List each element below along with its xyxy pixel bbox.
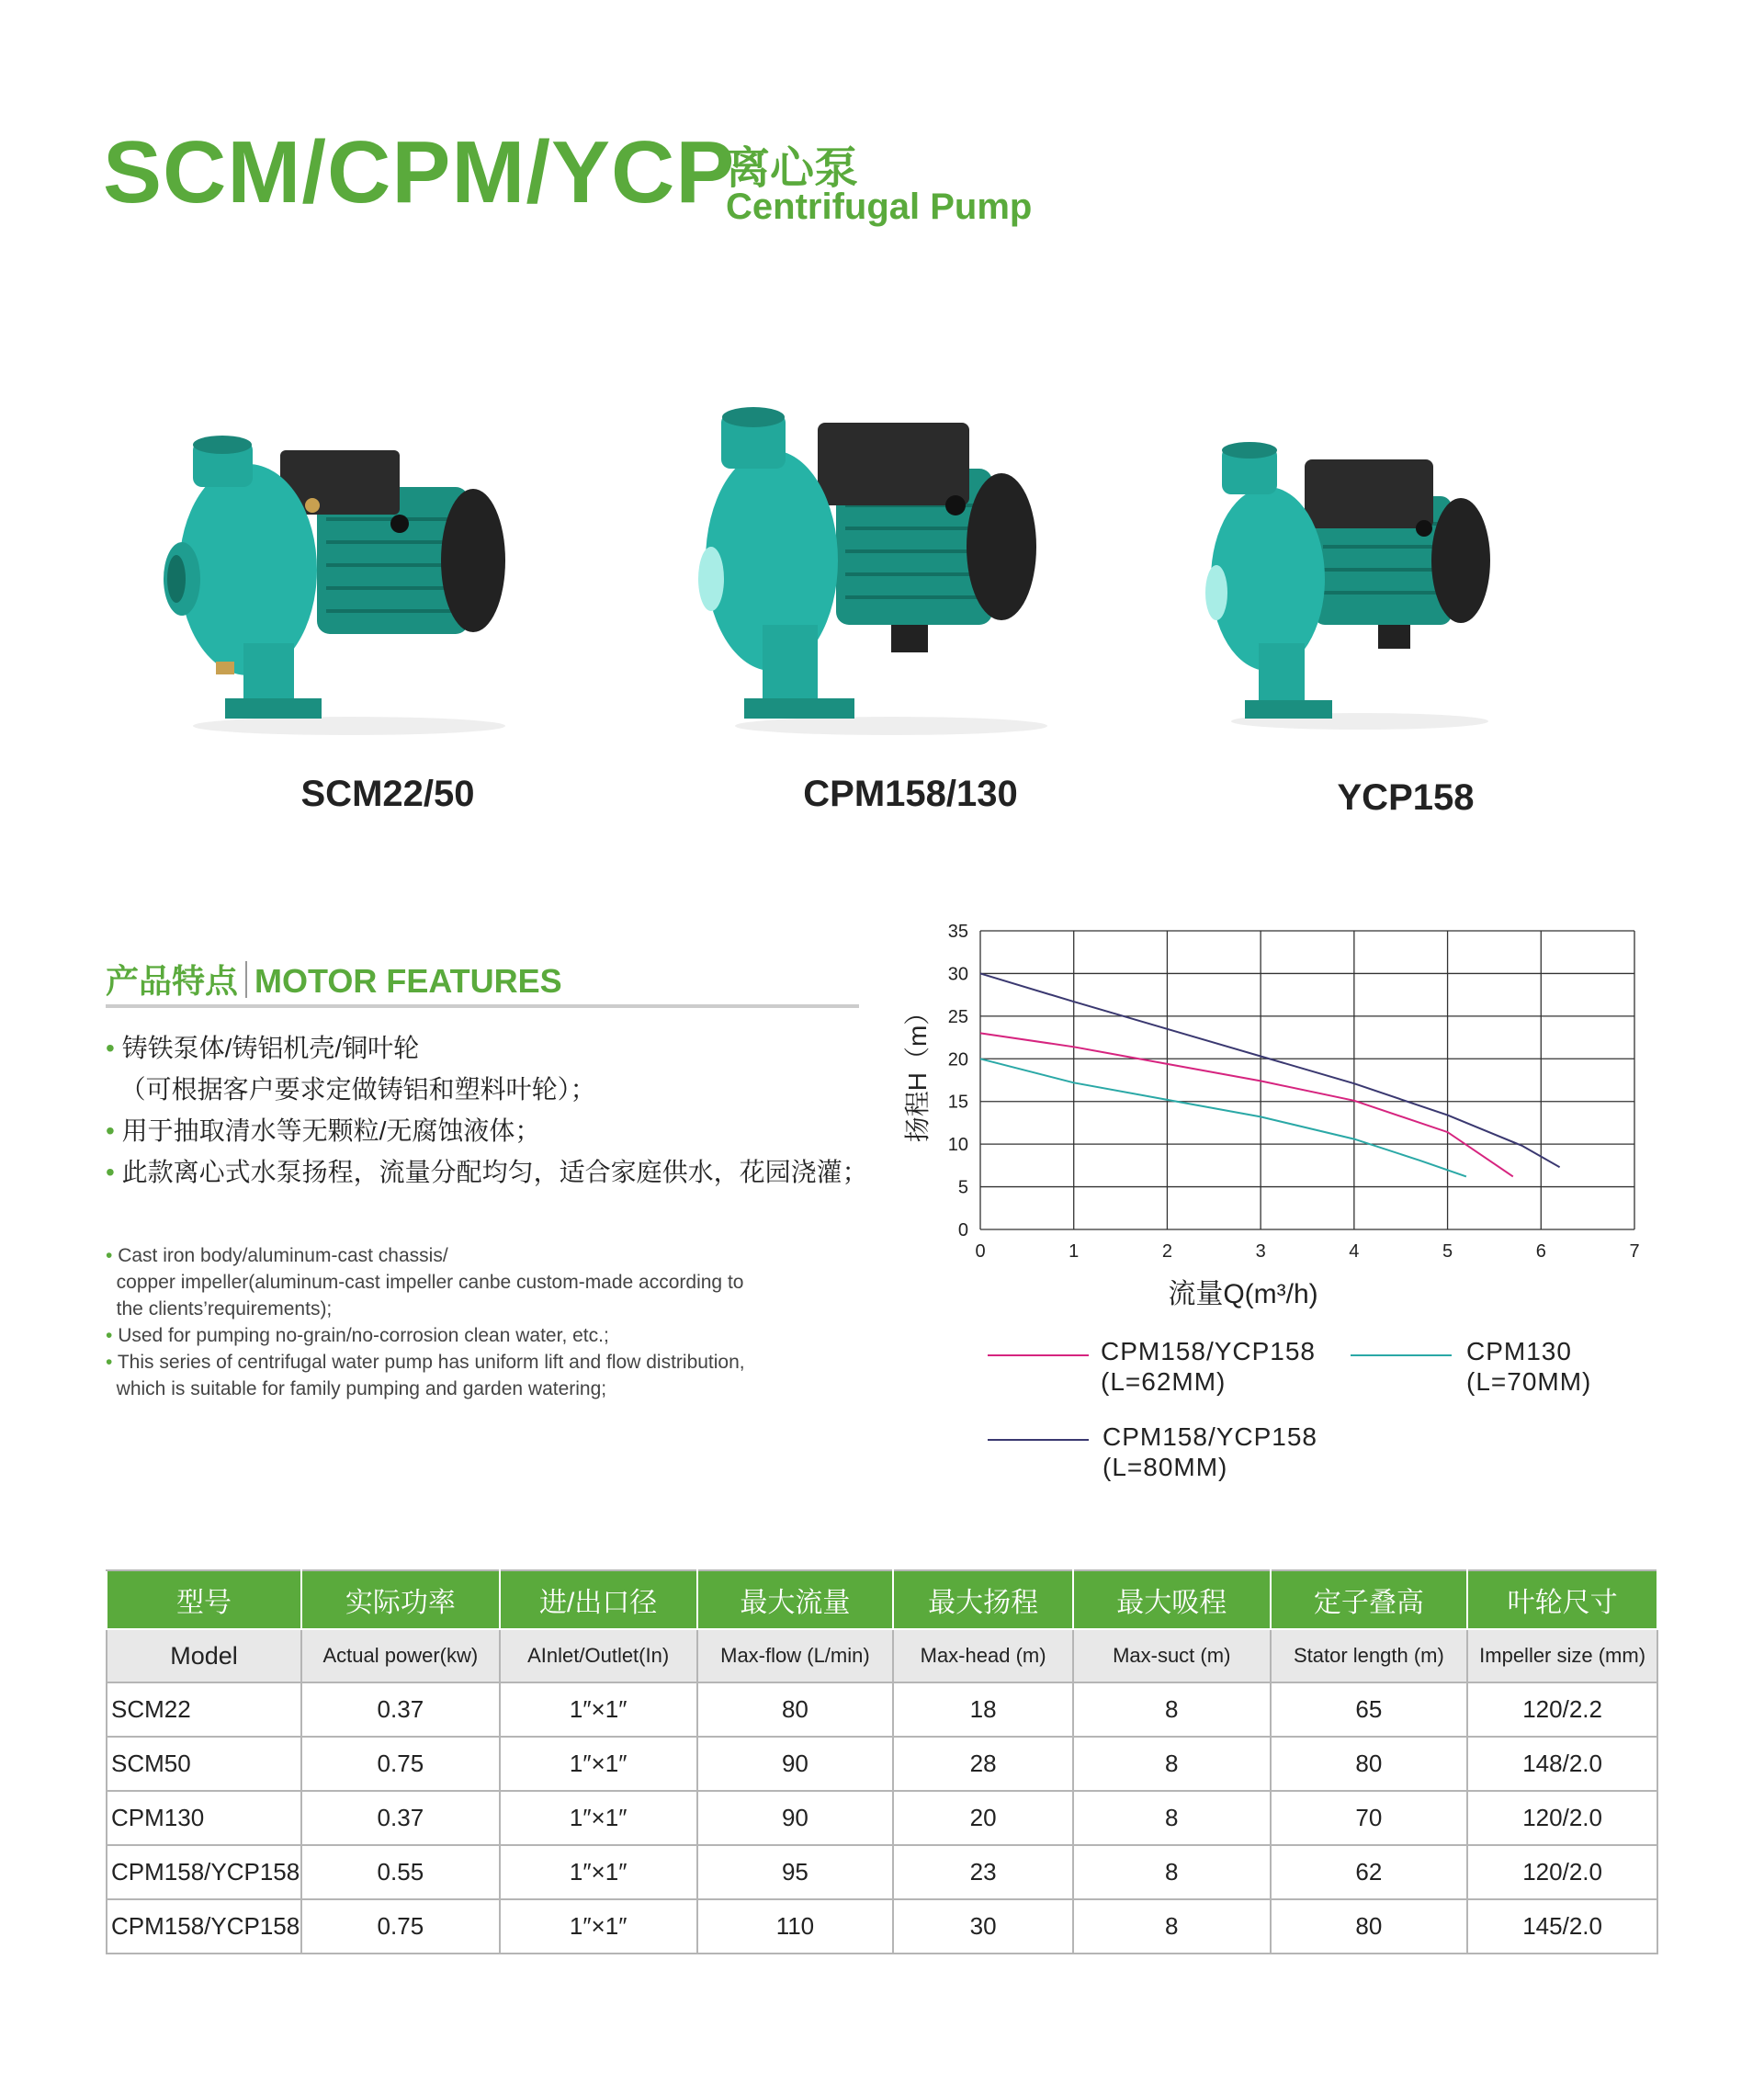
column-header-en: Max-suct (m) [1073, 1629, 1271, 1682]
x-tick-label: 1 [1069, 1241, 1080, 1262]
column-header-cn: 叶轮尺寸 [1467, 1570, 1657, 1629]
x-tick-label: 4 [1349, 1241, 1360, 1262]
product-model-label: YCP158 [1337, 777, 1475, 818]
table-cell: CPM158/YCP158 [107, 1845, 301, 1899]
x-tick-label: 0 [975, 1241, 986, 1262]
pump-image-ycp [1204, 441, 1516, 735]
legend-swatch [988, 1439, 1089, 1441]
table-cell: CPM158/YCP158 [107, 1899, 301, 1954]
legend-swatch [1351, 1354, 1452, 1356]
table-row [107, 1682, 1657, 1737]
series-line [980, 1059, 1466, 1176]
list-item: • 此款离心式水泵扬程，流量分配均匀，适合家庭供水，花园浇灌； [106, 1158, 868, 1186]
x-tick-label: 6 [1535, 1241, 1546, 1262]
y-tick-label: 30 [947, 964, 968, 985]
table-cell: 30 [893, 1899, 1073, 1954]
series-line [980, 1033, 1513, 1176]
y-tick-label: 20 [947, 1049, 968, 1070]
features-heading-en: MOTOR FEATURES [254, 962, 562, 1000]
features-list-en [106, 1242, 877, 1402]
column-header-cn: 定子叠高 [1271, 1570, 1468, 1629]
table-cell: 80 [1271, 1899, 1468, 1954]
table-cell: 8 [1073, 1737, 1271, 1791]
y-tick-label: 5 [957, 1177, 968, 1198]
x-tick-label: 2 [1161, 1241, 1172, 1262]
table-cell: 28 [893, 1737, 1073, 1791]
table-cell: 90 [697, 1791, 894, 1845]
list-item: （可根据客户要求定做铸铝和塑料叶轮）； [119, 1075, 596, 1104]
x-tick-label: 5 [1442, 1241, 1453, 1262]
features-list-cn [106, 1027, 896, 1193]
list-item: which is suitable for family pumping and garden watering; [116, 1378, 607, 1399]
column-header-en: Stator length (m) [1271, 1629, 1468, 1682]
y-tick-label: 35 [947, 922, 968, 942]
legend-entry: CPM130 (L=70MM) [1466, 1337, 1592, 1396]
column-header-en: Model [107, 1629, 301, 1682]
y-tick-label: 25 [947, 1006, 968, 1027]
y-tick-label: 15 [947, 1092, 968, 1113]
table-cell: 0.55 [301, 1845, 500, 1899]
table-cell: 20 [893, 1791, 1073, 1845]
column-header-en: Max-head (m) [893, 1629, 1073, 1682]
list-item: • Used for pumping no-grain/no-corrosion clean water, etc.; [106, 1325, 609, 1346]
column-header-en: Max-flow (L/min) [697, 1629, 894, 1682]
table-cell: 65 [1271, 1682, 1468, 1737]
list-item: • 用于抽取清水等无颗粒/无腐蚀液体； [106, 1116, 541, 1145]
column-header-cn: 进/出口径 [500, 1570, 697, 1629]
column-header-en: Impeller size (mm) [1467, 1629, 1657, 1682]
table-cell: 8 [1073, 1791, 1271, 1845]
page-subtitle-en: Centrifugal Pump [726, 187, 1033, 227]
heading-divider [245, 961, 247, 998]
table-cell: 8 [1073, 1899, 1271, 1954]
table-cell: 1″×1″ [500, 1845, 697, 1899]
list-item: • Cast iron body/aluminum-cast chassis/ [106, 1245, 448, 1266]
table-cell: 8 [1073, 1682, 1271, 1737]
table-cell: 110 [697, 1899, 894, 1954]
table-cell: 70 [1271, 1791, 1468, 1845]
table-cell: 120/2.0 [1467, 1791, 1657, 1845]
features-rule [106, 1004, 859, 1008]
y-axis-label: 扬程H（m） [903, 999, 932, 1143]
page-title: SCM/CPM/YCP [103, 123, 736, 221]
pump-image-scm [156, 432, 542, 744]
table-cell: CPM130 [107, 1791, 301, 1845]
table-cell: 0.75 [301, 1737, 500, 1791]
table-cell: 0.37 [301, 1791, 500, 1845]
table-header-row-en [107, 1629, 1657, 1682]
column-header-cn: 最大扬程 [893, 1570, 1073, 1629]
table-cell: 1″×1″ [500, 1791, 697, 1845]
list-item: • This series of centrifugal water pump has uniform lift and flow distribution, [106, 1352, 745, 1373]
column-header-cn: 最大吸程 [1073, 1570, 1271, 1629]
table-row [107, 1899, 1657, 1954]
table-cell: 148/2.0 [1467, 1737, 1657, 1791]
table-cell: 0.75 [301, 1899, 500, 1954]
page-subtitle-cn: 离心泵 [726, 144, 859, 193]
table-cell: 23 [893, 1845, 1073, 1899]
table-row [107, 1737, 1657, 1791]
table-cell: 80 [1271, 1737, 1468, 1791]
table-cell: 90 [697, 1737, 894, 1791]
y-tick-label: 0 [957, 1220, 968, 1240]
table-cell: 145/2.0 [1467, 1899, 1657, 1954]
list-item: copper impeller(aluminum-cast impeller canbe custom-made according to [116, 1272, 744, 1293]
table-cell: 8 [1073, 1845, 1271, 1899]
table-cell: 95 [697, 1845, 894, 1899]
table-row [107, 1791, 1657, 1845]
table-body [107, 1682, 1657, 1954]
table-cell: SCM50 [107, 1737, 301, 1791]
legend-entry: CPM158/YCP158 (L=62MM) [1101, 1337, 1317, 1396]
table-cell: 120/2.2 [1467, 1682, 1657, 1737]
pump-image-cpm [698, 404, 1084, 744]
spec-table [106, 1569, 1658, 1954]
x-axis-label: 流量Q(m³/h) [1168, 1279, 1318, 1309]
column-header-cn: 实际功率 [301, 1570, 500, 1629]
table-cell: 1″×1″ [500, 1737, 697, 1791]
features-heading-cn: 产品特点 [106, 962, 239, 1000]
table-header-row-cn [107, 1570, 1657, 1629]
table-cell: 62 [1271, 1845, 1468, 1899]
legend-swatch [988, 1354, 1089, 1356]
table-cell: 1″×1″ [500, 1682, 697, 1737]
list-item: • 铸铁泵体/铸铝机壳/铜叶轮 [106, 1034, 420, 1062]
table-cell: 80 [697, 1682, 894, 1737]
list-item: the clients’requirements); [116, 1298, 333, 1319]
product-model-label: CPM158/130 [803, 774, 1018, 814]
column-header-en: Actual power(kw) [301, 1629, 500, 1682]
table-cell: SCM22 [107, 1682, 301, 1737]
y-tick-label: 10 [947, 1135, 968, 1156]
table-row [107, 1845, 1657, 1899]
product-model-label: SCM22/50 [300, 774, 475, 814]
x-tick-label: 3 [1255, 1241, 1266, 1262]
x-tick-label: 7 [1629, 1241, 1640, 1262]
legend-entry: CPM158/YCP158 (L=80MM) [1102, 1422, 1318, 1481]
table-cell: 120/2.0 [1467, 1845, 1657, 1899]
features-heading [106, 956, 562, 1002]
table-cell: 1″×1″ [500, 1899, 697, 1954]
table-cell: 18 [893, 1682, 1073, 1737]
column-header-cn: 最大流量 [697, 1570, 894, 1629]
column-header-cn: 型号 [107, 1570, 301, 1629]
table-cell: 0.37 [301, 1682, 500, 1737]
performance-chart [882, 910, 1672, 1332]
series-line [980, 973, 1560, 1167]
column-header-en: AInlet/Outlet(In) [500, 1629, 697, 1682]
